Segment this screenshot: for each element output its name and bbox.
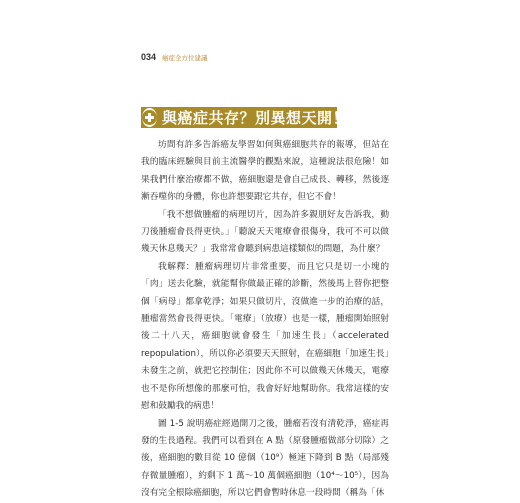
paragraph: 「我不想做腫瘤的病理切片，因為許多親朋好友告訴我，動刀後腫瘤會長得更快。」「聽說天天電療會很傷身，我可不可以做幾天休息幾天？」我常常會聽到病患這樣類似的問題，為什麼？ [141,209,389,255]
plus-icon [142,108,157,127]
section-heading-banner [141,107,349,128]
paragraph: 坊間有許多告訴癌友學習如何與癌細胞共存的報導，但站在我的臨床經驗與目前主流醫學的觀點來說，這種說法很危險！如果我們什麼治療都不做，癌細胞還是會自己成長、轉移，然後逐漸吞噬你的身體，你也許想要跟它共存，但它不會！ [141,140,389,203]
running-head [141,52,208,62]
body-text [141,137,389,503]
paragraph: 圖 1-5 說明癌症經過開刀之後，腫瘤若沒有清乾淨，癌症再發的生長過程。我們可以看到在 A 點（原發腫瘤做部分切除）之後，癌細胞的數目從 10 億個（10⁹）極速下降到 B 點（局部殘存微量腫瘤），約剩下 1 萬～10 萬個癌細胞（10⁴～10⁵），因為沒有完全根除癌細胞，所以它們會暫時休息一段時間（稱為「休 [141,418,389,499]
paragraph: 我解釋：腫瘤病理切片非常重要，而且它只是切一小塊的「肉」送去化驗，就能幫你做最正確的診斷，然後馬上替你把整個「病母」都拿乾淨；如果只做切片，沒做進一步的治療的話，腫瘤當然會長得更快。「電療」（放療）也是一樣，腫瘤開始照射後二十八天，癌細胞就會發生「加速生長」（accelerated repopulation），所以你必須要天天照射，在癌細胞「加速生長」未發生之前，就把它控制住；因此你不可以做幾天休幾天，電療也不是你所想像的那麼可怕，我會好好地幫助你。我常這樣的安慰和鼓勵我的病患！ [141,261,389,412]
section-title: 與癌症共存？別異想天開！ [162,109,349,127]
page-number: 034 [141,52,157,62]
book-title: 癌症全方位建議 [162,54,208,62]
